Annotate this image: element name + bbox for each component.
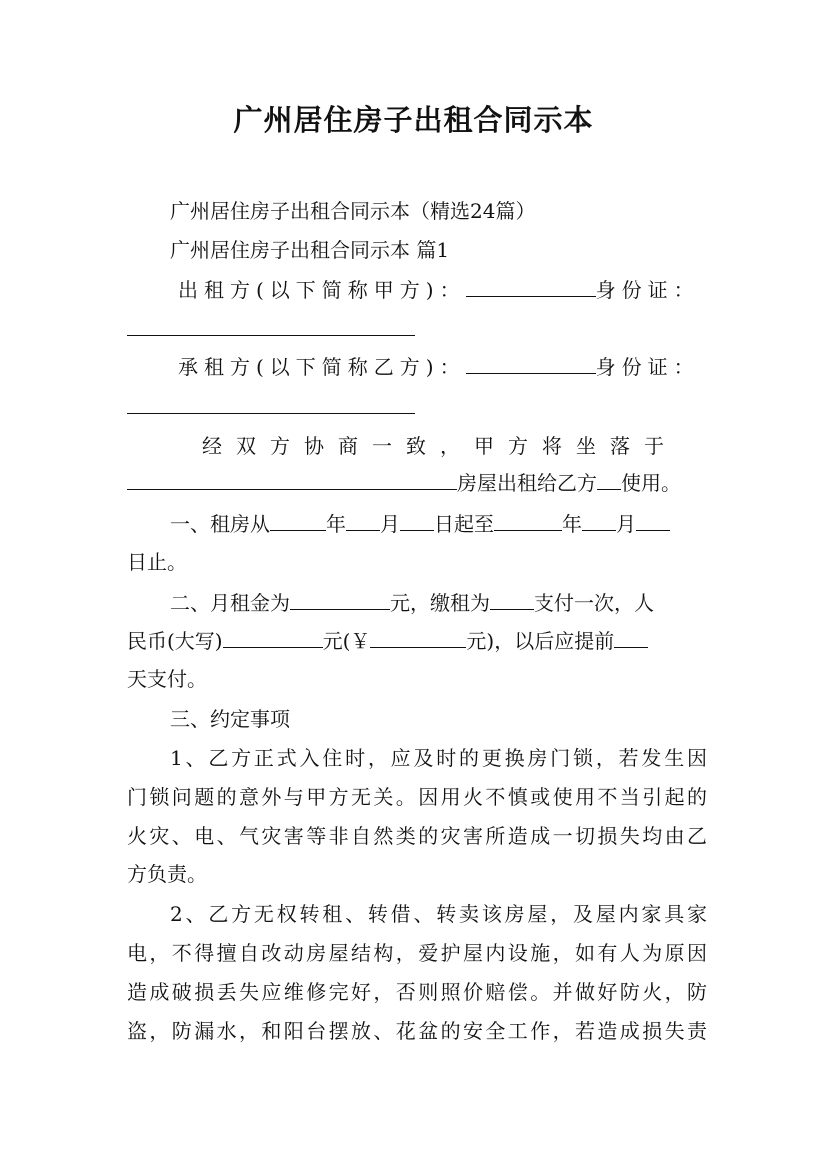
clause-1-line-3: 火灾、电、气灾害等非自然类的灾害所造成一切损失均由乙 <box>127 824 707 848</box>
lessor-line <box>178 276 708 304</box>
lessor-name-blank <box>466 278 596 297</box>
term-label: 一、租房从 <box>170 512 270 536</box>
property-line <box>127 469 707 497</box>
section-heading <box>170 236 750 264</box>
clause-1-line-1: 1、乙方正式入住时，应及时的更换房门锁，若发生因 <box>170 746 707 770</box>
advance-days-blank <box>614 629 648 648</box>
clause-heading-text: 三、约定事项 <box>170 707 290 731</box>
payment-period-blank <box>490 591 534 610</box>
start-month-blank <box>346 512 380 531</box>
rmb-upper-label: 民币(大写) <box>127 629 223 653</box>
start-day-blank <box>400 512 434 531</box>
end-month-blank <box>582 512 616 531</box>
year-label: 年 <box>326 512 346 536</box>
clause-2-line-1: 2、乙方无权转租、转借、转卖该房屋，及屋内家具家 <box>170 902 707 926</box>
clause-2-line-2: 电，不得擅自改动房屋结构，爱护屋内设施，如有人为原因 <box>127 941 707 965</box>
end-day-blank <box>636 512 670 531</box>
lessor-id-blank <box>127 317 415 336</box>
agreement-text: 经双方协商一致，甲方将坐落于 <box>202 434 678 458</box>
advance-label: 元)，以后应提前 <box>466 629 615 653</box>
usage-blank <box>597 471 621 490</box>
term-end-text: 日止。 <box>127 550 187 574</box>
end-month-label: 月 <box>616 512 636 536</box>
term-line <box>170 510 750 538</box>
subtitle-line <box>170 197 750 225</box>
lessee-name-blank <box>466 355 596 374</box>
property-address-blank <box>127 471 457 490</box>
lessee-id-blank <box>127 395 415 414</box>
lessee-id-label: 身份证： <box>595 355 700 379</box>
end-year-blank <box>494 512 562 531</box>
rent-amount-blank <box>290 591 390 610</box>
clause-heading <box>170 705 750 733</box>
rmb-amount-blank <box>370 629 466 648</box>
clause-1-line-2: 门锁问题的意外与甲方无关。因用火不慎或使用不当引起的 <box>127 785 707 809</box>
section-heading-text: 广州居住房子出租合同示本 篇1 <box>170 238 450 262</box>
usage-text: 使用。 <box>621 471 681 495</box>
lessor-id-label: 身份证： <box>595 278 700 302</box>
document-title: 广州居住房子出租合同示本 <box>233 103 594 137</box>
rmb-symbol-label: 元(￥ <box>322 629 371 653</box>
lessor-label: 出租方(以下简称甲方)： <box>178 278 466 302</box>
property-text: 房屋出租给乙方 <box>457 471 597 495</box>
rent-end-text: 天支付。 <box>127 667 207 691</box>
start-day-label: 日起至 <box>434 512 494 536</box>
term-end-line <box>127 548 707 576</box>
payment-label: 元，缴租为 <box>390 591 490 615</box>
lessee-id-line <box>127 393 707 421</box>
rmb-upper-blank <box>223 629 323 648</box>
rent-end-line <box>127 665 707 693</box>
lessor-id-line <box>127 315 707 343</box>
payment-text: 支付一次，人 <box>534 591 654 615</box>
lessee-label: 承租方(以下简称乙方)： <box>178 355 466 379</box>
end-year-label: 年 <box>562 512 582 536</box>
start-year-blank <box>270 512 326 531</box>
rent-label: 二、月租金为 <box>170 591 290 615</box>
subtitle-text: 广州居住房子出租合同示本（精选24篇） <box>170 199 536 223</box>
clause-2-line-3: 造成破损丢失应维修完好，否则照价赔偿。并做好防火，防 <box>127 980 707 1004</box>
agreement-line <box>202 432 707 460</box>
rent-rmb-line <box>127 627 707 655</box>
rent-line <box>170 589 750 617</box>
month-label: 月 <box>380 512 400 536</box>
clause-1-line-4: 方负责。 <box>127 862 207 886</box>
clause-2-line-4: 盗，防漏水，和阳台摆放、花盆的安全工作，若造成损失责 <box>127 1019 707 1043</box>
lessee-line <box>178 353 708 381</box>
